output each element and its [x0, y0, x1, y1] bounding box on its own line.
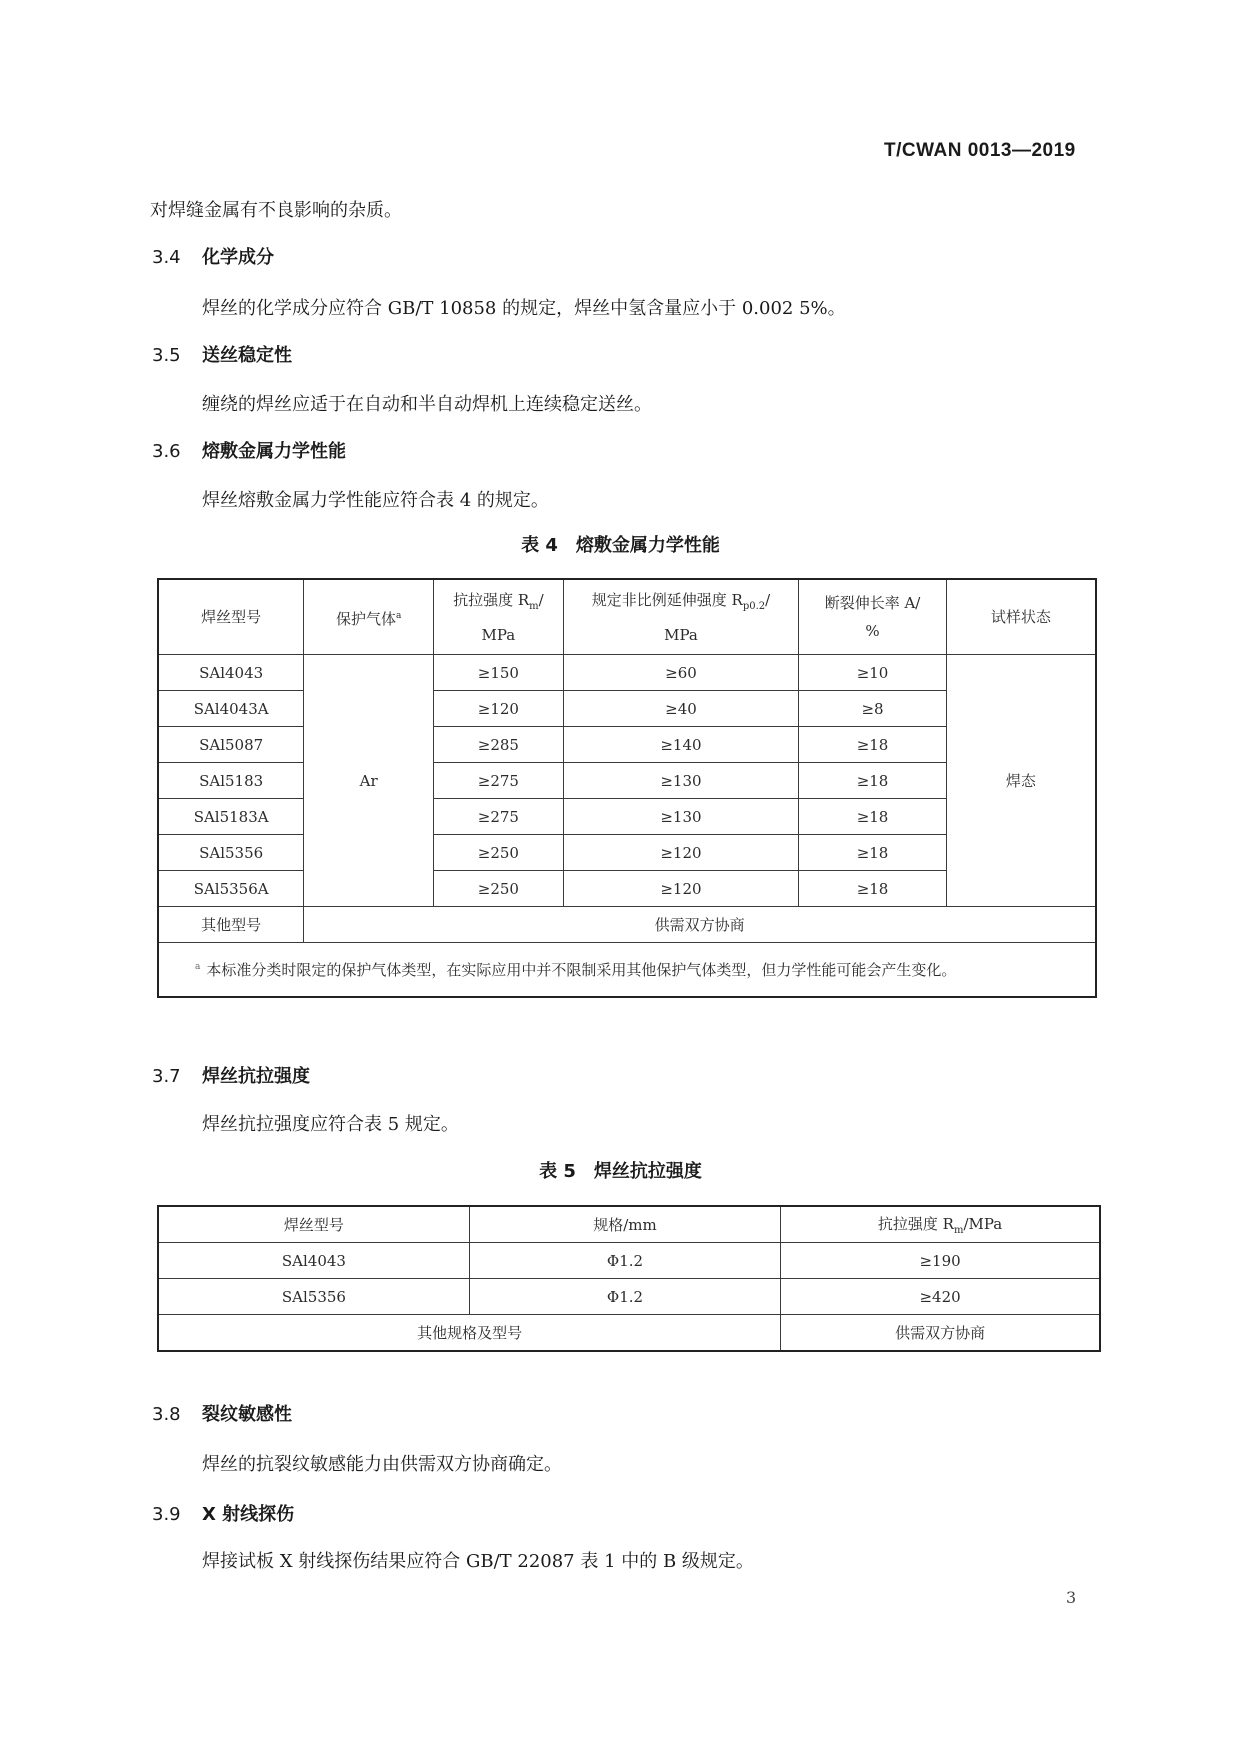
cell-gas: Ar [304, 655, 434, 907]
cell-other-value: 供需双方协商 [781, 1315, 1100, 1352]
section-3-7-text: 焊丝抗拉强度应符合表 5 规定。 [202, 1114, 459, 1135]
table-5-caption: 表 5 焊丝抗拉强度 [539, 1161, 702, 1182]
header-tensile-sub: m [529, 600, 539, 612]
section-3-4-text: 焊丝的化学成分应符合 GB/T 10858 的规定，焊丝中氢含量应小于 0.002 5%。 [202, 298, 846, 319]
header-yield [563, 579, 798, 655]
header-tensile-sub: m [953, 1225, 964, 1236]
table-row-other [158, 907, 1096, 943]
section-title: 化学成分 [202, 247, 274, 268]
cell-yield: ≥130 [563, 799, 798, 835]
cell-other-label: 其他规格及型号 [158, 1315, 781, 1352]
cell-other-value: 供需双方协商 [304, 907, 1096, 943]
header-tensile [781, 1206, 1100, 1243]
section-3-6-text: 焊丝熔敷金属力学性能应符合表 4 的规定。 [202, 490, 549, 511]
cell-tensile: ≥275 [434, 763, 564, 799]
section-3-7-heading [152, 1062, 310, 1088]
cell-tensile: ≥250 [434, 835, 564, 871]
cell-spec: Φ1.2 [469, 1279, 780, 1315]
cell-model: SAl5087 [158, 727, 304, 763]
header-yield-slash: / [765, 590, 771, 609]
header-tensile [434, 579, 564, 655]
section-3-5-text: 缠绕的焊丝应适于在自动和半自动焊机上连续稳定送丝。 [202, 394, 652, 415]
section-3-5-heading [152, 341, 292, 367]
header-elongation-unit: % [865, 622, 880, 640]
cell-tensile: ≥275 [434, 799, 564, 835]
cell-model: SAl5183A [158, 799, 304, 835]
header-state: 试样状态 [946, 579, 1096, 655]
header-elongation [799, 579, 947, 655]
section-number: 3.4 [152, 247, 181, 268]
cell-tensile: ≥420 [781, 1279, 1100, 1315]
table-5 [157, 1205, 1101, 1352]
footnote-mark: a [195, 962, 201, 972]
header-yield-label: 规定非比例延伸强度 R [591, 590, 743, 609]
header-yield-sub: p0.2 [742, 600, 766, 612]
cell-model: SAl4043 [158, 1243, 469, 1279]
cell-tensile: ≥120 [434, 691, 564, 727]
table-header-row [158, 579, 1096, 655]
cell-tensile: ≥250 [434, 871, 564, 907]
header-tensile-unit: MPa [481, 625, 516, 644]
section-3-6-heading [152, 437, 346, 463]
cell-elongation: ≥8 [799, 691, 947, 727]
cell-model: SAl4043 [158, 655, 304, 691]
header-yield-unit: MPa [664, 625, 698, 644]
footnote-mark: a [395, 610, 402, 621]
section-title: 熔敷金属力学性能 [202, 441, 346, 462]
section-3-8-text: 焊丝的抗裂纹敏感能力由供需双方协商确定。 [202, 1454, 562, 1475]
header-tensile-slash: / [538, 590, 544, 609]
section-3-8-heading [152, 1400, 292, 1426]
section-3-4-heading [152, 243, 274, 269]
cell-model: SAl5183 [158, 763, 304, 799]
cell-tensile: ≥285 [434, 727, 564, 763]
header-model: 焊丝型号 [158, 1206, 469, 1243]
section-3-9-heading [152, 1500, 294, 1526]
cell-yield: ≥140 [563, 727, 798, 763]
section-title: 焊丝抗拉强度 [202, 1066, 310, 1087]
table-row-other [158, 1315, 1100, 1352]
cell-spec: Φ1.2 [469, 1243, 780, 1279]
cell-yield: ≥120 [563, 835, 798, 871]
cell-elongation: ≥18 [799, 799, 947, 835]
table-4-caption: 表 4 熔敷金属力学性能 [521, 535, 720, 556]
cell-elongation: ≥18 [799, 871, 947, 907]
section-number: 3.5 [152, 345, 181, 366]
table-header-row [158, 1206, 1100, 1243]
section-number: 3.6 [152, 441, 181, 462]
section-title: 裂纹敏感性 [202, 1404, 292, 1425]
header-spec: 规格/mm [469, 1206, 780, 1243]
cell-elongation: ≥18 [799, 727, 947, 763]
cell-state: 焊态 [946, 655, 1096, 907]
cell-elongation: ≥18 [799, 835, 947, 871]
cell-yield: ≥130 [563, 763, 798, 799]
cell-yield: ≥40 [563, 691, 798, 727]
header-gas-text: 保护气体 [335, 609, 396, 628]
section-number: 3.7 [152, 1066, 181, 1087]
table-row [158, 655, 1096, 691]
table-row [158, 1243, 1100, 1279]
header-gas [304, 579, 434, 655]
cell-other-label: 其他型号 [158, 907, 304, 943]
section-3-9-text: 焊接试板 X 射线探伤结果应符合 GB/T 22087 表 1 中的 B 级规定。 [202, 1551, 754, 1572]
cell-elongation: ≥10 [799, 655, 947, 691]
header-tensile-unit: /MPa [963, 1215, 1003, 1233]
table-row [158, 1279, 1100, 1315]
header-tensile-label: 抗拉强度 R [453, 590, 530, 609]
cell-yield: ≥60 [563, 655, 798, 691]
header-elongation-label: 断裂伸长率 A/ [824, 594, 921, 612]
cell-model: SAl5356 [158, 835, 304, 871]
section-title: 送丝稳定性 [202, 345, 292, 366]
table-footnote [158, 943, 1096, 998]
cell-model: SAl4043A [158, 691, 304, 727]
continuation-paragraph: 对焊缝金属有不良影响的杂质。 [150, 200, 402, 221]
cell-model: SAl5356A [158, 871, 304, 907]
cell-elongation: ≥18 [799, 763, 947, 799]
header-model: 焊丝型号 [158, 579, 304, 655]
header-tensile-label: 抗拉强度 R [877, 1215, 954, 1233]
cell-model: SAl5356 [158, 1279, 469, 1315]
section-title: X 射线探伤 [202, 1504, 295, 1525]
document-number: T/CWAN 0013—2019 [884, 140, 1076, 161]
cell-tensile: ≥150 [434, 655, 564, 691]
page-number: 3 [1066, 1588, 1077, 1607]
section-number: 3.9 [152, 1504, 181, 1525]
cell-yield: ≥120 [563, 871, 798, 907]
section-number: 3.8 [152, 1404, 181, 1425]
footnote-text: 本标准分类时限定的保护气体类型，在实际应用中并不限制采用其他保护气体类型，但力学性能可能会产生变化。 [206, 961, 957, 979]
table-4 [157, 578, 1097, 998]
cell-tensile: ≥190 [781, 1243, 1100, 1279]
table-footnote-row [158, 943, 1096, 998]
